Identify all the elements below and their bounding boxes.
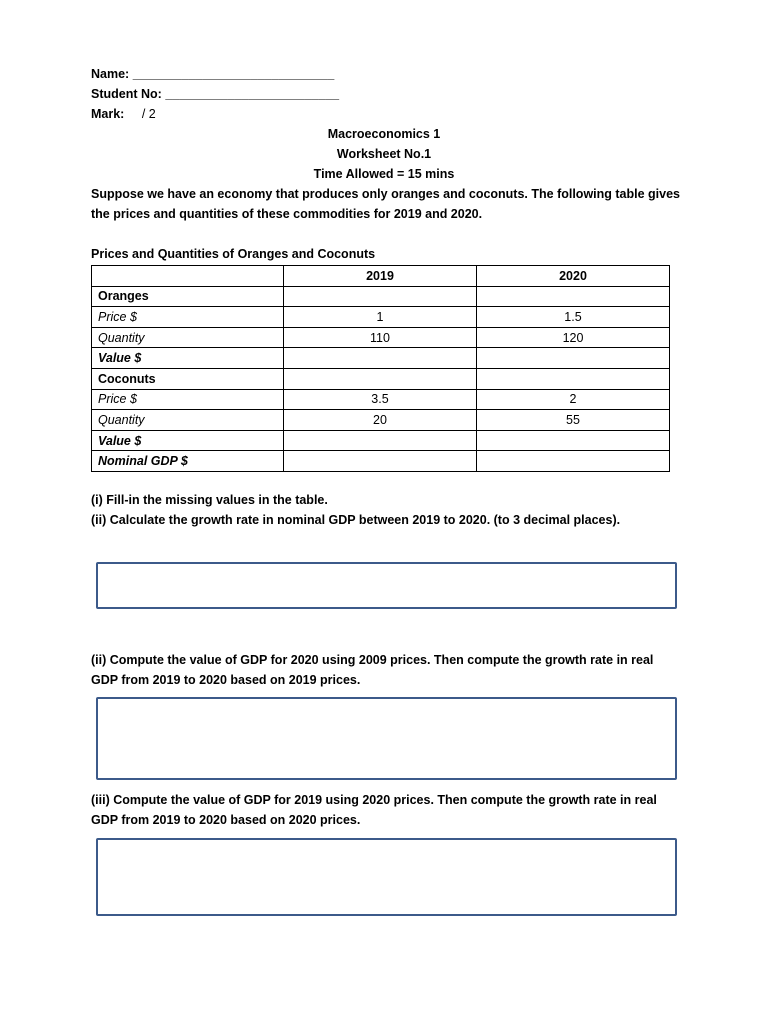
intro-paragraph: Suppose we have an economy that produces only oranges and coconuts. The following table gives the prices and quantities of these commodities for 2019 and 2020. <box>91 187 680 221</box>
cell-2019[interactable] <box>284 451 477 472</box>
name-field-row <box>91 64 334 84</box>
table-row <box>92 286 670 307</box>
table-row <box>92 451 670 472</box>
mark-row <box>91 104 156 124</box>
row-label: Nominal GDP $ <box>92 451 284 472</box>
row-label: Oranges <box>92 286 284 307</box>
student-no-label: Student No: <box>91 87 162 101</box>
cell-2020[interactable] <box>477 348 670 369</box>
cell-2020: 2 <box>477 389 670 410</box>
cell-2020: 55 <box>477 410 670 431</box>
table-header-cell: 2020 <box>477 266 670 287</box>
answer-box-3[interactable] <box>96 838 677 916</box>
mark-label: Mark: <box>91 107 125 121</box>
table-caption: Prices and Quantities of Oranges and Coconuts <box>91 247 376 261</box>
cell-2020[interactable] <box>477 430 670 451</box>
table-header-cell: 2019 <box>284 266 477 287</box>
cell-2019: 3.5 <box>284 389 477 410</box>
cell-2019: 110 <box>284 327 477 348</box>
row-label: Price $ <box>92 307 284 328</box>
student-no-blank[interactable]: _________________________ <box>165 87 340 101</box>
table-row <box>92 327 670 348</box>
question-4: (iii) Compute the value of GDP for 2019 using 2020 prices. Then compute the growth rate in real GDP from 2019 to 2020 based on 2020 prices. <box>91 793 657 827</box>
name-blank[interactable]: _____________________________ <box>132 67 335 81</box>
answer-box-2[interactable] <box>96 697 677 780</box>
cell-2019[interactable] <box>284 368 477 389</box>
cell-2020[interactable] <box>477 451 670 472</box>
row-label: Value $ <box>92 348 284 369</box>
prices-quantities-table <box>91 265 670 472</box>
row-label: Price $ <box>92 389 284 410</box>
table-header-row <box>92 266 670 287</box>
student-no-field-row <box>91 84 339 104</box>
name-label: Name: <box>91 67 130 81</box>
answer-box-1[interactable] <box>96 562 677 609</box>
mark-value: / 2 <box>141 107 156 121</box>
cell-2019: 20 <box>284 410 477 431</box>
row-label: Coconuts <box>92 368 284 389</box>
table-row <box>92 348 670 369</box>
table-row <box>92 410 670 431</box>
cell-2020: 120 <box>477 327 670 348</box>
cell-2019[interactable] <box>284 286 477 307</box>
course-title: Macroeconomics 1 <box>327 127 441 141</box>
table-row <box>92 430 670 451</box>
question-3: (ii) Compute the value of GDP for 2020 using 2009 prices. Then compute the growth rate in real GDP from 2019 to 2020 based on 2019 prices. <box>91 653 654 687</box>
cell-2020[interactable] <box>477 286 670 307</box>
worksheet-title: Worksheet No.1 <box>336 147 432 161</box>
table-header-cell <box>92 266 284 287</box>
table-row <box>92 389 670 410</box>
table-row <box>92 307 670 328</box>
question-1: (i) Fill-in the missing values in the table. <box>91 493 328 507</box>
time-allowed: Time Allowed = 15 mins <box>313 167 455 181</box>
row-label: Quantity <box>92 327 284 348</box>
cell-2019[interactable] <box>284 430 477 451</box>
cell-2019[interactable] <box>284 348 477 369</box>
cell-2020: 1.5 <box>477 307 670 328</box>
cell-2020[interactable] <box>477 368 670 389</box>
row-label: Quantity <box>92 410 284 431</box>
question-2: (ii) Calculate the growth rate in nominal GDP between 2019 to 2020. (to 3 decimal places). <box>91 513 621 527</box>
row-label: Value $ <box>92 430 284 451</box>
cell-2019: 1 <box>284 307 477 328</box>
table-row <box>92 368 670 389</box>
